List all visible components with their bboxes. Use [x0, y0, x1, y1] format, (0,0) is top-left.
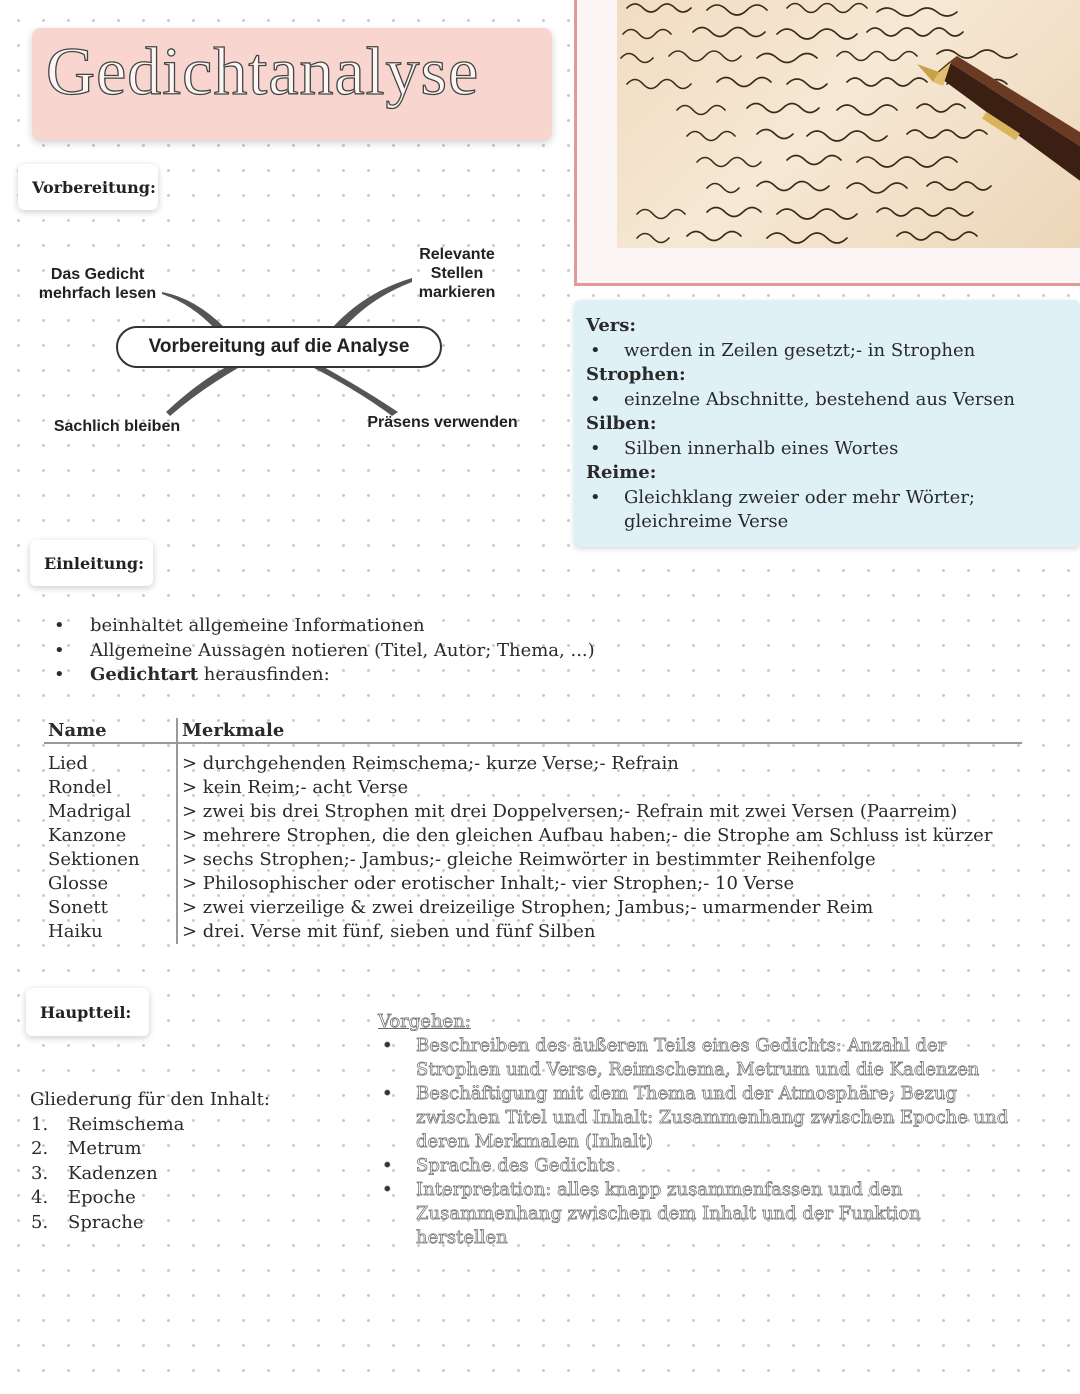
section-label-vorbereitung	[18, 164, 158, 210]
section-label-text: Hauptteil:	[40, 1002, 132, 1022]
page-title: Gedichtanalyse	[46, 33, 480, 109]
fountain-pen-icon	[917, 56, 1080, 183]
definition-term: Reime:	[586, 462, 657, 483]
table-row	[44, 872, 1022, 896]
table-cell-name: Lied	[44, 743, 177, 776]
mindmap-branch-top-left	[162, 292, 225, 330]
handwriting-photo-frame	[574, 0, 1080, 286]
definition-text: • Gleichklang zweier oder mehr Wörter; gleichreime Verse	[586, 486, 1044, 535]
title-card	[32, 28, 552, 140]
vorgehen-heading: Vorgehen:	[378, 1011, 471, 1032]
definition-term: Vers:	[586, 315, 637, 336]
mindmap-node-top-right: Relevante Stellen markieren	[418, 246, 496, 301]
table-cell-merkmale: > mehrere Strophen, die den gleichen Aufbau haben;- die Strophe am Schluss ist kürzer	[182, 825, 993, 846]
list-item: 5. Sprache	[31, 1211, 144, 1233]
table-row	[44, 743, 1022, 776]
list-item: • Interpretation: alles knapp zusammenfassen und den Zusammenhang zwischen dem Inhalt und der Funktion herstellen	[378, 1178, 986, 1250]
definition-text: • Silben innerhalb eines Wortes	[586, 437, 1044, 462]
table-header-row	[44, 718, 1022, 743]
table-row	[44, 920, 1022, 944]
definition-text: • werden in Zeilen gesetzt;- in Strophen	[586, 339, 1044, 364]
table-cell-name: Haiku	[44, 920, 177, 944]
table-cell-name: Madrigal	[44, 800, 177, 824]
mindmap-center-node: Vorbereitung auf die Analyse	[116, 326, 442, 368]
table-cell-merkmale: > zwei bis drei Strophen mit drei Doppelversen;- Refrain mit zwei Versen (Paarreim)	[182, 801, 958, 822]
mindmap-node-top-left: Das Gedicht mehrfach lesen	[38, 266, 157, 302]
table-row	[44, 824, 1022, 848]
einleitung-bullets	[32, 614, 595, 688]
list-item: • Beschreiben des äußeren Teils eines Gedichts: Anzahl der Strophen und Verse, Reimschema, Metrum und die Kadenzen	[378, 1034, 1036, 1082]
mindmap-branch-top-right	[332, 278, 412, 330]
table-cell-name: Rondel	[44, 776, 177, 800]
poem-types-table	[44, 718, 1054, 944]
table-cell-name: Glosse	[44, 872, 177, 896]
list-item: • Sprache des Gedichts	[378, 1154, 1058, 1178]
vorgehen-section	[378, 1010, 1058, 1250]
gliederung-list	[30, 1088, 270, 1235]
definition-text: • einzelne Abschnitte, bestehend aus Versen	[586, 388, 1044, 413]
section-label-hauptteil	[26, 988, 149, 1036]
table-header-merkmale: Merkmale	[177, 718, 1022, 743]
table-cell-merkmale: > zwei vierzeilige & zwei dreizeilige Strophen; Jambus;- umarmender Reim	[182, 897, 874, 918]
definition-term: Strophen:	[586, 364, 686, 385]
list-item: • beinhaltet allgemeine Informationen	[32, 614, 595, 639]
list-item: 1. Reimschema	[31, 1113, 185, 1135]
table-cell-name: Sektionen	[44, 848, 177, 872]
definitions-box	[574, 300, 1080, 547]
list-item: • Beschäftigung mit dem Thema und der Atmosphäre; Bezug zwischen Titel und Inhalt: Zusammenhang zwischen Epoche und deren Merkmalen (Inhalt)	[378, 1082, 1036, 1154]
table-row	[44, 776, 1022, 800]
table-cell-name: Kanzone	[44, 824, 177, 848]
mindmap-node-bottom-left: Sachlich bleiben	[53, 418, 181, 435]
section-label-text: Vorbereitung:	[32, 177, 156, 197]
list-item: 4. Epoche	[31, 1187, 136, 1208]
mindmap-node-bottom-right: Präsens verwenden	[367, 414, 518, 431]
table-cell-merkmale: > Philosophischer oder erotischer Inhalt;- vier Strophen;- 10 Verse	[182, 873, 795, 894]
table-cell-merkmale: > sechs Strophen;- Jambus;- gleiche Reimwörter in bestimmter Reihenfolge	[182, 849, 876, 870]
handwriting-photo	[617, 0, 1080, 248]
section-label-einleitung	[30, 540, 153, 586]
list-item: • Gedichtart herausfinden:	[32, 663, 595, 688]
table-row	[44, 800, 1022, 824]
list-item: 2. Metrum	[31, 1138, 142, 1159]
handwriting-illustration	[617, 0, 1080, 248]
table-row	[44, 848, 1022, 872]
section-label-text: Einleitung:	[44, 553, 144, 573]
list-item: 3. Kadenzen	[31, 1162, 158, 1184]
table-cell-merkmale: > durchgehenden Reimschema;- kurze Verse;- Refrain	[182, 753, 679, 774]
table-cell-name: Sonett	[44, 896, 177, 920]
mindmap-branch-bottom-left	[166, 366, 238, 416]
list-item: • Allgemeine Aussagen notieren (Titel, Autor; Thema, ...)	[32, 639, 595, 664]
table-cell-merkmale: > kein Reim;- acht Verse	[182, 777, 409, 798]
definition-term: Silben:	[586, 413, 657, 434]
gliederung-heading: Gliederung für den Inhalt:	[30, 1089, 270, 1110]
mindmap-branch-bottom-right	[314, 366, 398, 416]
mindmap	[20, 240, 540, 450]
table-row	[44, 896, 1022, 920]
table-header-name: Name	[44, 718, 177, 743]
table-cell-merkmale: > drei. Verse mit fünf, sieben und fünf Silben	[182, 921, 596, 942]
emphasis-text: Gedichtart	[90, 664, 199, 685]
